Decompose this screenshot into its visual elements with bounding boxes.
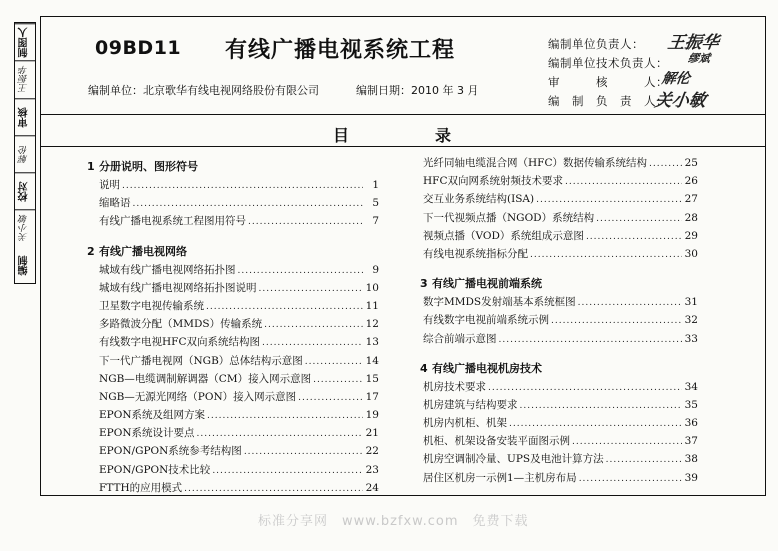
toc-entry: 缩略语 ..... 5: [87, 194, 379, 212]
toc-entry: 机房空调制冷量、UPS及电池计算方法 ..... 38: [420, 450, 698, 468]
toc-entry: 机房建筑与结构要求 ..... 35: [420, 396, 698, 414]
toc-entry: 交互业务系统结构(ISA) ..... 27: [420, 190, 698, 208]
toc-entry: EPON/GPON技术比较 ..... 23: [87, 461, 379, 479]
toc-section-heading: 3 有线广播电视前端系统: [420, 277, 542, 291]
toc-section-heading: 4 有线广播电视机房技术: [420, 361, 542, 375]
responsible-label: 编制单位技术负责人：: [548, 56, 668, 70]
toc-entry: 机柜、机架设备安装平面图示例 ..... 37: [420, 432, 698, 450]
signature-strip: [14, 22, 36, 284]
toc-entry: EPON/GPON系统参考结构图 ..... 22: [87, 442, 379, 460]
toc-section-heading: 1 分册说明、图形符号: [87, 160, 198, 173]
responsible-label: 编制单位负责人：: [548, 37, 644, 51]
strip-cell: 校对: [15, 172, 35, 209]
toc-right-column: [420, 154, 698, 487]
toc-entry: 下一代广播电视网（NGB）总体结构示意图 ..... 14: [87, 352, 379, 370]
toc-divider: [40, 146, 766, 147]
toc-entry: 光纤同轴电缆混合网（HFC）数据传输系统结构 ..... 25: [420, 154, 698, 172]
toc-entry: 机房技术要求 ..... 34: [420, 378, 698, 396]
toc-entry: FTTH的应用模式 ..... 24: [87, 479, 379, 497]
signature-handwriting: 王振华: [666, 33, 721, 53]
toc-entry: 视频点播（VOD）系统组成示意图 ..... 29: [420, 227, 698, 245]
toc-entry: 说明 ..... 1: [87, 176, 379, 194]
toc-entry: 下一代视频点播（NGOD）系统结构 ..... 28: [420, 209, 698, 227]
toc-section-heading: 2 有线广播电视网络: [87, 244, 187, 258]
responsible-label: 审 核 人：: [548, 75, 668, 89]
signature-handwriting: 解伦: [660, 71, 691, 87]
signature-handwriting: 关小敏: [653, 91, 708, 111]
toc-entry: NGB—电缆调制解调器（CM）接入网示意图 ..... 15: [87, 370, 379, 388]
toc-left-column: [87, 154, 379, 497]
atlas-code: 09BD11: [95, 37, 182, 59]
toc-entry: 卫星数字电视传输系统 ..... 11: [87, 297, 379, 315]
toc-entry: 机房内机柜、机架 ..... 36: [420, 414, 698, 432]
toc-entry: 有线数字电视HFC双向系统结构图 ..... 13: [87, 333, 379, 351]
toc-heading: 录: [435, 126, 452, 145]
responsible-label: 编 制 负 责 人：: [548, 94, 668, 108]
toc-entry: 有线广播电视系统工程图用符号 ..... 7: [87, 212, 379, 230]
compiling-date: 编制日期：2010 年 3 月: [356, 84, 479, 97]
toc-entry: 城域有线广播电视网络拓扑图 ..... 9: [87, 261, 379, 279]
toc-entry: 有线数字电视前端系统示例 ..... 32: [420, 311, 698, 329]
toc-entry: 居住区机房一示例1—主机房布局 ..... 39: [420, 469, 698, 487]
strip-signature: 关小敏: [15, 209, 35, 246]
toc-entry: 数字MMDS发射端基本系统框图 ..... 31: [420, 293, 698, 311]
strip-signature: 王振华: [15, 60, 35, 97]
toc-heading: 目: [333, 126, 350, 145]
signature-handwriting: 缪斌: [687, 52, 711, 65]
atlas-title: 有线广播电视系统工程: [225, 38, 456, 63]
toc-entry: EPON系统设计要点 ..... 21: [87, 424, 379, 442]
toc-entry: 综合前端示意图 ..... 33: [420, 330, 698, 348]
toc-entry: NGB—无源光网络（PON）接入网示意图 ..... 17: [87, 388, 379, 406]
watermark-text: 标准分享网 www.bzfxw.com 免费下载: [258, 514, 529, 529]
strip-cell: 编制: [19, 254, 30, 275]
strip-cell: 审核: [15, 98, 35, 135]
strip-signature: 解伦: [15, 135, 35, 172]
toc-entry: EPON系统及组网方案 ..... 19: [87, 406, 379, 424]
toc-entry: HFC双向网系统射频技术要求 ..... 26: [420, 172, 698, 190]
compiling-org: 编制单位：北京歌华有线电视网络股份有限公司: [88, 84, 319, 97]
toc-entry: 城域有线广播电视网络拓扑图说明 ..... 10: [87, 279, 379, 297]
toc-entry: 多路微波分配（MMDS）传输系统 ..... 12: [87, 315, 379, 333]
strip-cell: 制图人: [15, 23, 35, 60]
toc-entry: 有线电视系统指标分配 ..... 30: [420, 245, 698, 263]
